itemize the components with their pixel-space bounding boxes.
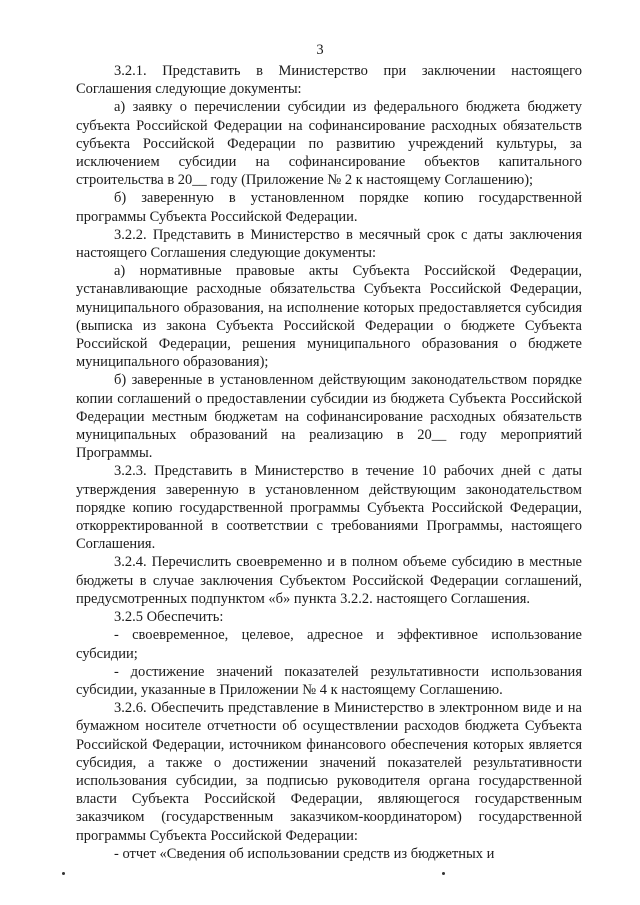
paragraph-3-2-1: 3.2.1. Представить в Министерство при заключении настоящего Соглашения следующие документы: xyxy=(76,63,582,98)
paragraph-3-2-3: 3.2.3. Представить в Министерство в течение 10 рабочих дней с даты утверждения заверенную в установленном действующим законодательством порядке копию государственной программы Субъекта Российской Федерации, откорректированной в соответствии с требованиями Программы, настоящего Соглашения. xyxy=(76,463,582,553)
paragraph-3-2-6-item-1: - отчет «Сведения об использовании средств из бюджетных и xyxy=(114,845,495,862)
paragraph-3-2-2-b: б) заверенные в установленном действующим законодательством порядке копии соглашений о предоставлении субсидии из бюджета Субъекта Российской Федерации местным бюджетам на софинансирование расходных обязательств муниципальных образований на реализацию в 20__ году мероприятий Программы. xyxy=(76,372,582,462)
paragraph-3-2-6: 3.2.6. Обеспечить представление в Министерство в электронном виде и на бумажном носителе отчетности об осуществлении расходов бюджета Субъекта Российской Федерации, источником финансового обеспечения которых является субсидия, а также о достижении значений показателей результативности использования субсидии, за подписью руководителя органа государственной власти Субъекта Российской Федерации, являющегося государственным заказчиком (государственным заказчиком-координатором) государственной программы Субъекта Российской Федерации: xyxy=(76,700,582,844)
paragraph-3-2-1-b: б) заверенную в установленном порядке копию государственной программы Субъекта Российской Федерации. xyxy=(76,190,582,225)
paragraph-3-2-2: 3.2.2. Представить в Министерство в месячный срок с даты заключения настоящего Соглашения следующие документы: xyxy=(76,226,582,262)
paragraph-3-2-5-item-1: - своевременное, целевое, адресное и эффективное использование субсидии; xyxy=(76,627,582,662)
scan-speck xyxy=(62,872,65,875)
document-body xyxy=(76,62,582,863)
paragraph-3-2-1-a: а) заявку о перечислении субсидии из федерального бюджета бюджету субъекта Российской Федерации на софинансирование расходных обязательств субъекта Российской Федерации по развитию учреждений культуры, за исключением субсидии на софинансирование объектов капитального строительства в 20__ году (Приложение № 2 к настоящему Соглашению); xyxy=(76,99,582,189)
page-number: 3 xyxy=(316,42,324,58)
scan-speck xyxy=(442,872,445,875)
paragraph-3-2-5-item-2: - достижение значений показателей результативности использования субсидии, указанные в Приложении № 4 к настоящему Соглашению. xyxy=(76,663,582,698)
paragraph-3-2-5: 3.2.5 Обеспечить: xyxy=(114,609,224,626)
paragraph-3-2-4: 3.2.4. Перечислить своевременно и в полном объеме субсидию в местные бюджеты в случае заключения Субъектом Российской Федерации соглашений, предусмотренных подпунктом «б» пункта 3.2.2. настоящего Соглашения. xyxy=(76,554,582,607)
paragraph-3-2-2-a: а) нормативные правовые акты Субъекта Российской Федерации, устанавливающие расходные обязательства Субъекта Российской Федерации, муниципального образования, на исполнение которых предоставляется субсидия (выписка из закона Субъекта Российской Федерации о бюджете Субъекта Российской Федерации, решения муниципального образования о бюджете муниципального образования); xyxy=(76,263,582,371)
